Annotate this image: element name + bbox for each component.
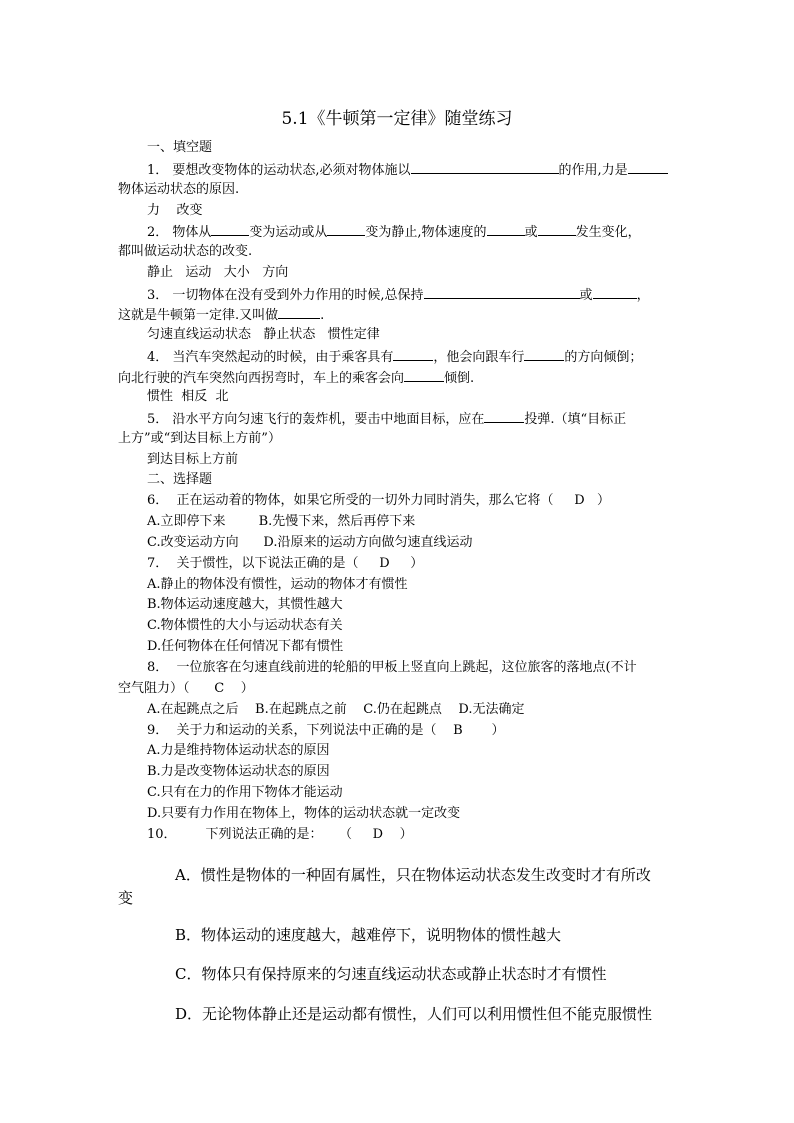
question-10-option-a-line-2: 变 <box>118 889 134 907</box>
question-2-line-1: 2． 物体从 变为运动或从 变为静止,物体速度的 或 发生变化， <box>147 222 641 242</box>
answer-blank <box>424 285 580 299</box>
question-3-answer: 匀速直线运动状态 静止状态 惯性定律 <box>147 327 380 342</box>
answer-blank <box>393 347 433 361</box>
question-7-stem: 7． 关于惯性，以下说法正确的是（ D ） <box>147 556 424 571</box>
question-7-option-b: B.物体运动速度越大，其惯性越大 <box>147 597 343 612</box>
question-7-option-d: D.任何物体在任何情况下都有惯性 <box>147 639 344 654</box>
question-2-answer: 静止 运动 大小 方向 <box>147 265 289 280</box>
section-heading-multiple-choice: 二、选择题 <box>147 472 213 487</box>
question-8-stem-line-1: 8． 一位旅客在匀速直线前进的轮船的甲板上竖直向上跳起，这位旅客的落地点(不计 <box>147 660 637 675</box>
answer-blank <box>278 305 320 319</box>
question-2-line-2: 都叫做运动状态的改变. <box>118 244 253 259</box>
question-3-line-1: 3． 一切物体在没有受到外力作用的时候,总保持 或 ， <box>147 285 650 305</box>
question-8-stem-line-2: 空气阻力）（ C ） <box>118 681 254 696</box>
question-10-stem: 10． 下列说法正确的是： （ D ） <box>147 827 413 842</box>
question-9-option-c: C.只有在力的作用下物体才能运动 <box>147 785 343 800</box>
question-7-option-c: C.物体惯性的大小与运动状态有关 <box>147 618 343 633</box>
question-10-option-a-line-1: A．惯性是物体的一种固有属性，只在物体运动状态发生改变时才有所改 <box>175 866 651 884</box>
question-1-answer: 力 改变 <box>147 203 203 218</box>
question-6-stem: 6． 正在运动着的物体，如果它所受的一切外力同时消失，那么它将（ D ） <box>147 493 611 508</box>
question-7-option-a: A.静止的物体没有惯性，运动的物体才有惯性 <box>147 577 408 592</box>
question-4-line-2: 向北行驶的汽车突然向西拐弯时，车上的乘客会向 倾倒. <box>118 368 474 388</box>
answer-blank <box>404 368 444 382</box>
question-4-line-1: 4． 当汽车突然起动的时候，由于乘客具有 ，他会向跟车行 的方向倾倒； <box>147 347 642 367</box>
question-8-options: A.在起跳点之后 B.在起跳点之前 C.仍在起跳点 D.无法确定 <box>147 702 525 717</box>
answer-blank <box>327 222 365 236</box>
question-3-line-2: 这就是牛顿第一定律.又叫做 . <box>118 305 324 325</box>
question-9-option-a: A.力是维持物体运动状态的原因 <box>147 743 330 758</box>
answer-blank <box>411 160 559 174</box>
section-heading-fill-in: 一、填空题 <box>147 140 213 155</box>
question-10-option-d: D．无论物体静止还是运动都有惯性，人们可以利用惯性但不能克服惯性 <box>175 1005 653 1023</box>
question-10-option-c: C．物体只有保持原来的匀速直线运动状态或静止状态时才有惯性 <box>175 965 607 983</box>
question-9-stem: 9． 关于力和运动的关系，下列说法中正确的是（ B ） <box>147 723 505 738</box>
question-9-option-d: D.只要有力作用在物体上，物体的运动状态就一定改变 <box>147 806 461 821</box>
page-title: 5.1《牛顿第一定律》随堂练习 <box>281 109 513 129</box>
question-6-options-2: C.改变运动方向 D.沿原来的运动方向做匀速直线运动 <box>147 535 473 550</box>
question-9-option-b: B.力是改变物体运动状态的原因 <box>147 764 330 779</box>
answer-blank <box>593 285 637 299</box>
question-1-line-2: 物体运动状态的原因. <box>118 182 240 197</box>
question-5-line-2: 上方”或“到达目标上方前”） <box>118 431 281 446</box>
answer-blank <box>628 160 668 174</box>
question-5-answer: 到达目标上方前 <box>147 452 239 467</box>
answer-blank <box>484 409 524 423</box>
answer-blank <box>538 222 576 236</box>
question-1-line-1: 1． 要想改变物体的运动状态,必须对物体施以 的作用,力是 <box>147 160 668 180</box>
answer-blank <box>524 347 564 361</box>
answer-blank <box>487 222 525 236</box>
question-10-option-b: B．物体运动的速度越大，越难停下，说明物体的惯性越大 <box>175 926 562 944</box>
question-4-answer: 惯性 相反 北 <box>147 389 229 404</box>
question-6-options-1: A.立即停下来 B.先慢下来，然后再停下来 <box>147 514 416 529</box>
answer-blank <box>211 222 249 236</box>
question-5-line-1: 5． 沿水平方向匀速飞行的轰炸机，要击中地面目标，应在 投弹.（填“目标正 <box>147 409 626 429</box>
